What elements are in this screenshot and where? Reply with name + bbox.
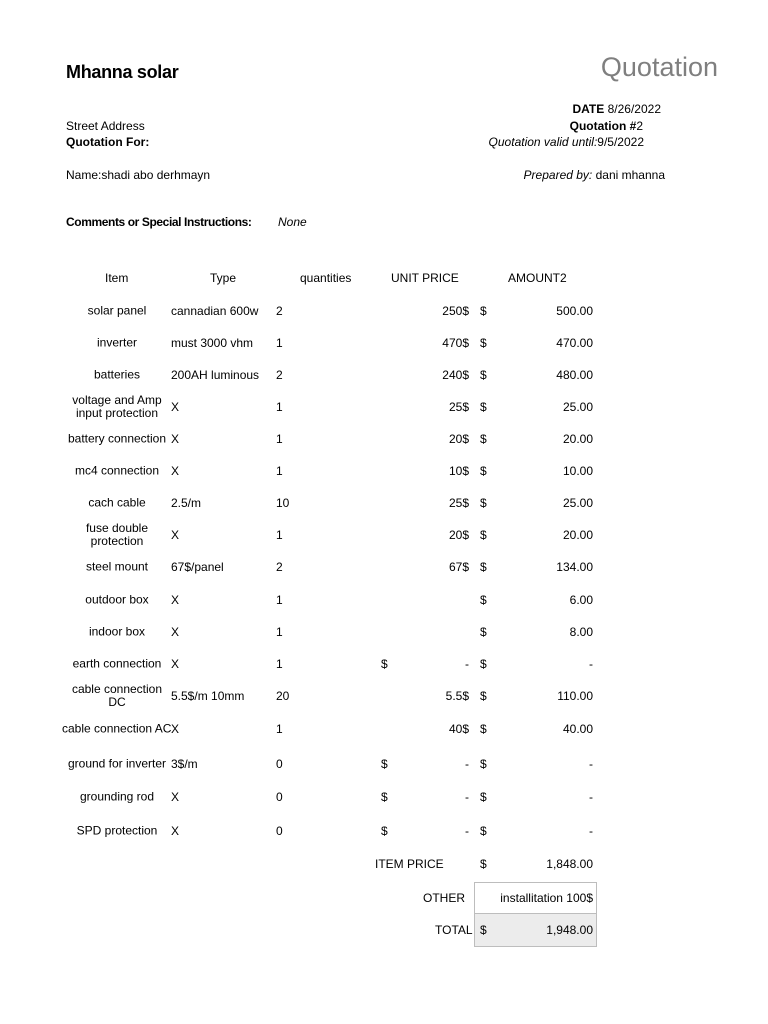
item-type: X <box>171 464 180 478</box>
item-quantity: 2 <box>276 368 283 382</box>
item-name: voltage and Amp input protection <box>72 393 162 420</box>
item-quantity: 1 <box>276 528 283 542</box>
unit-price: 250$ <box>442 304 469 318</box>
amount-currency: $ <box>480 432 487 446</box>
amount-value: 10.00 <box>562 464 593 478</box>
other-label: OTHER <box>423 891 465 905</box>
date-row <box>572 102 661 116</box>
item-type: X <box>171 593 180 607</box>
comments-value: None <box>278 215 307 229</box>
column-header-amount: AMOUNT2 <box>508 271 567 285</box>
item-name: solar panel <box>87 303 147 318</box>
unit-price: - <box>465 757 469 771</box>
item-quantity: 2 <box>276 560 283 574</box>
item-name: mc4 connection <box>74 463 160 478</box>
column-header-type: Type <box>210 271 237 285</box>
item-type: X <box>171 657 180 671</box>
table-row <box>0 680 768 712</box>
amount-value: 500.00 <box>556 304 593 318</box>
unit-price: 20$ <box>448 432 469 446</box>
amount-currency: $ <box>480 560 487 574</box>
amount-currency: $ <box>480 824 487 838</box>
amount-value: 20.00 <box>562 528 593 542</box>
table-row <box>0 748 768 780</box>
item-quantity: 1 <box>276 625 283 639</box>
item-name: battery connection <box>67 431 167 446</box>
item-quantity: 1 <box>276 336 283 350</box>
customer-name-row <box>66 168 210 182</box>
item-name: batteries <box>93 367 141 382</box>
total-currency: $ <box>480 923 487 937</box>
item-name: inverter <box>96 335 137 350</box>
item-quantity: 10 <box>276 496 290 510</box>
table-row <box>0 359 768 391</box>
unit-price-currency: $ <box>381 824 388 838</box>
item-quantity: 2 <box>276 304 283 318</box>
prepared-by-label: Prepared by: <box>523 168 593 182</box>
valid-until-label: Quotation valid until: <box>488 135 598 149</box>
amount-currency: $ <box>480 496 487 510</box>
amount-value: 40.00 <box>562 722 593 736</box>
quotation-number-label: Quotation # <box>569 119 637 133</box>
item-price-currency: $ <box>480 857 487 871</box>
item-name: earth connection <box>72 656 162 671</box>
amount-currency: $ <box>480 625 487 639</box>
item-quantity: 0 <box>276 757 283 771</box>
comments-label: Comments or Special Instructions: <box>66 215 252 229</box>
table-row <box>0 815 768 847</box>
table-row <box>0 584 768 616</box>
unit-price: - <box>465 824 469 838</box>
item-name: cach cable <box>88 495 146 510</box>
amount-currency: $ <box>480 593 487 607</box>
unit-price: 25$ <box>448 496 469 510</box>
amount-value: 470.00 <box>556 336 593 350</box>
table-row <box>0 713 768 745</box>
item-name: indoor box <box>88 624 146 639</box>
unit-price-currency: $ <box>381 790 388 804</box>
total-value: 1,948.00 <box>546 923 593 937</box>
amount-value: - <box>589 657 593 671</box>
amount-value: - <box>589 757 593 771</box>
table-row <box>0 487 768 519</box>
item-name: steel mount <box>85 559 149 574</box>
column-header-quantities: quantities <box>300 271 352 285</box>
table-row <box>0 391 768 423</box>
item-type: must 3000 vhm <box>171 336 254 350</box>
item-name: cable connection DC <box>71 682 163 709</box>
item-name: outdoor box <box>85 592 149 607</box>
item-price-value: 1,848.00 <box>546 857 593 871</box>
item-quantity: 1 <box>276 657 283 671</box>
item-type: 2.5/m <box>171 496 202 510</box>
table-row <box>0 295 768 327</box>
item-type: 200AH luminous <box>171 368 260 382</box>
unit-price: 240$ <box>442 368 469 382</box>
amount-currency: $ <box>480 528 487 542</box>
amount-currency: $ <box>480 400 487 414</box>
document-title: Quotation <box>600 52 718 82</box>
item-quantity: 1 <box>276 400 283 414</box>
unit-price-currency: $ <box>381 657 388 671</box>
item-type: 3$/m <box>171 757 198 771</box>
company-name: Mhanna solar <box>66 62 179 82</box>
amount-value: 25.00 <box>562 400 593 414</box>
amount-currency: $ <box>480 368 487 382</box>
unit-price: 25$ <box>448 400 469 414</box>
item-type: X <box>171 625 180 639</box>
item-quantity: 20 <box>276 689 290 703</box>
unit-price: - <box>465 657 469 671</box>
unit-price-currency: $ <box>381 757 388 771</box>
total-label: TOTAL <box>435 923 473 937</box>
item-type: X <box>171 824 180 838</box>
table-row <box>0 423 768 455</box>
unit-price: 5.5$ <box>445 689 469 703</box>
amount-value: 8.00 <box>569 625 593 639</box>
amount-value: 134.00 <box>556 560 593 574</box>
table-row <box>0 327 768 359</box>
valid-until-row <box>489 135 644 149</box>
column-header-item: Item <box>105 271 129 285</box>
date-label: DATE <box>572 102 605 116</box>
item-type: X <box>171 432 180 446</box>
amount-value: 25.00 <box>562 496 593 510</box>
amount-value: - <box>589 790 593 804</box>
item-name: grounding rod <box>79 789 155 804</box>
amount-value: - <box>589 824 593 838</box>
item-quantity: 1 <box>276 432 283 446</box>
item-type: cannadian 600w <box>171 304 259 318</box>
column-header-unit-price: UNIT PRICE <box>391 271 459 285</box>
amount-currency: $ <box>480 304 487 318</box>
amount-value: 480.00 <box>556 368 593 382</box>
amount-currency: $ <box>480 657 487 671</box>
table-row <box>0 616 768 648</box>
table-row <box>0 455 768 487</box>
amount-value: 110.00 <box>557 689 593 703</box>
street-address: Street Address <box>66 119 145 133</box>
other-value: installitation 100$ <box>500 891 593 905</box>
item-quantity: 1 <box>276 722 283 736</box>
unit-price: - <box>465 790 469 804</box>
amount-currency: $ <box>480 689 487 703</box>
unit-price: 40$ <box>448 722 469 736</box>
quotation-number-row <box>570 119 643 133</box>
amount-currency: $ <box>480 722 487 736</box>
item-quantity: 0 <box>276 824 283 838</box>
item-name: SPD protection <box>76 823 158 838</box>
item-quantity: 0 <box>276 790 283 804</box>
prepared-by-row <box>524 168 665 182</box>
item-name: cable connection AC <box>62 721 172 736</box>
item-type: X <box>171 722 180 736</box>
item-type: 5.5$/m 10mm <box>171 689 245 703</box>
table-row <box>0 648 768 680</box>
unit-price: 10$ <box>448 464 469 478</box>
valid-until-value: 9/5/2022 <box>597 135 644 149</box>
item-type: X <box>171 528 180 542</box>
quotation-for-label: Quotation For: <box>66 135 150 149</box>
prepared-by-value: dani mhanna <box>595 168 665 182</box>
customer-name-value: shadi abo derhmayn <box>101 168 211 182</box>
item-quantity: 1 <box>276 593 283 607</box>
table-row <box>0 781 768 813</box>
item-name: ground for inverter <box>67 756 167 771</box>
item-quantity: 1 <box>276 464 283 478</box>
item-price-label: ITEM PRICE <box>375 857 444 871</box>
amount-currency: $ <box>480 790 487 804</box>
amount-currency: $ <box>480 757 487 771</box>
item-name: fuse double protection <box>85 521 149 548</box>
date-value: 8/26/2022 <box>607 102 661 116</box>
unit-price: 470$ <box>442 336 469 350</box>
amount-value: 20.00 <box>562 432 593 446</box>
item-type: 67$/panel <box>171 560 224 574</box>
amount-currency: $ <box>480 464 487 478</box>
quotation-number-value: 2 <box>636 119 643 133</box>
table-row <box>0 551 768 583</box>
table-row <box>0 519 768 551</box>
unit-price: 20$ <box>448 528 469 542</box>
unit-price: 67$ <box>448 560 469 574</box>
item-type: X <box>171 400 180 414</box>
customer-name-label: Name: <box>66 168 102 182</box>
amount-value: 6.00 <box>569 593 593 607</box>
item-type: X <box>171 790 180 804</box>
amount-currency: $ <box>480 336 487 350</box>
